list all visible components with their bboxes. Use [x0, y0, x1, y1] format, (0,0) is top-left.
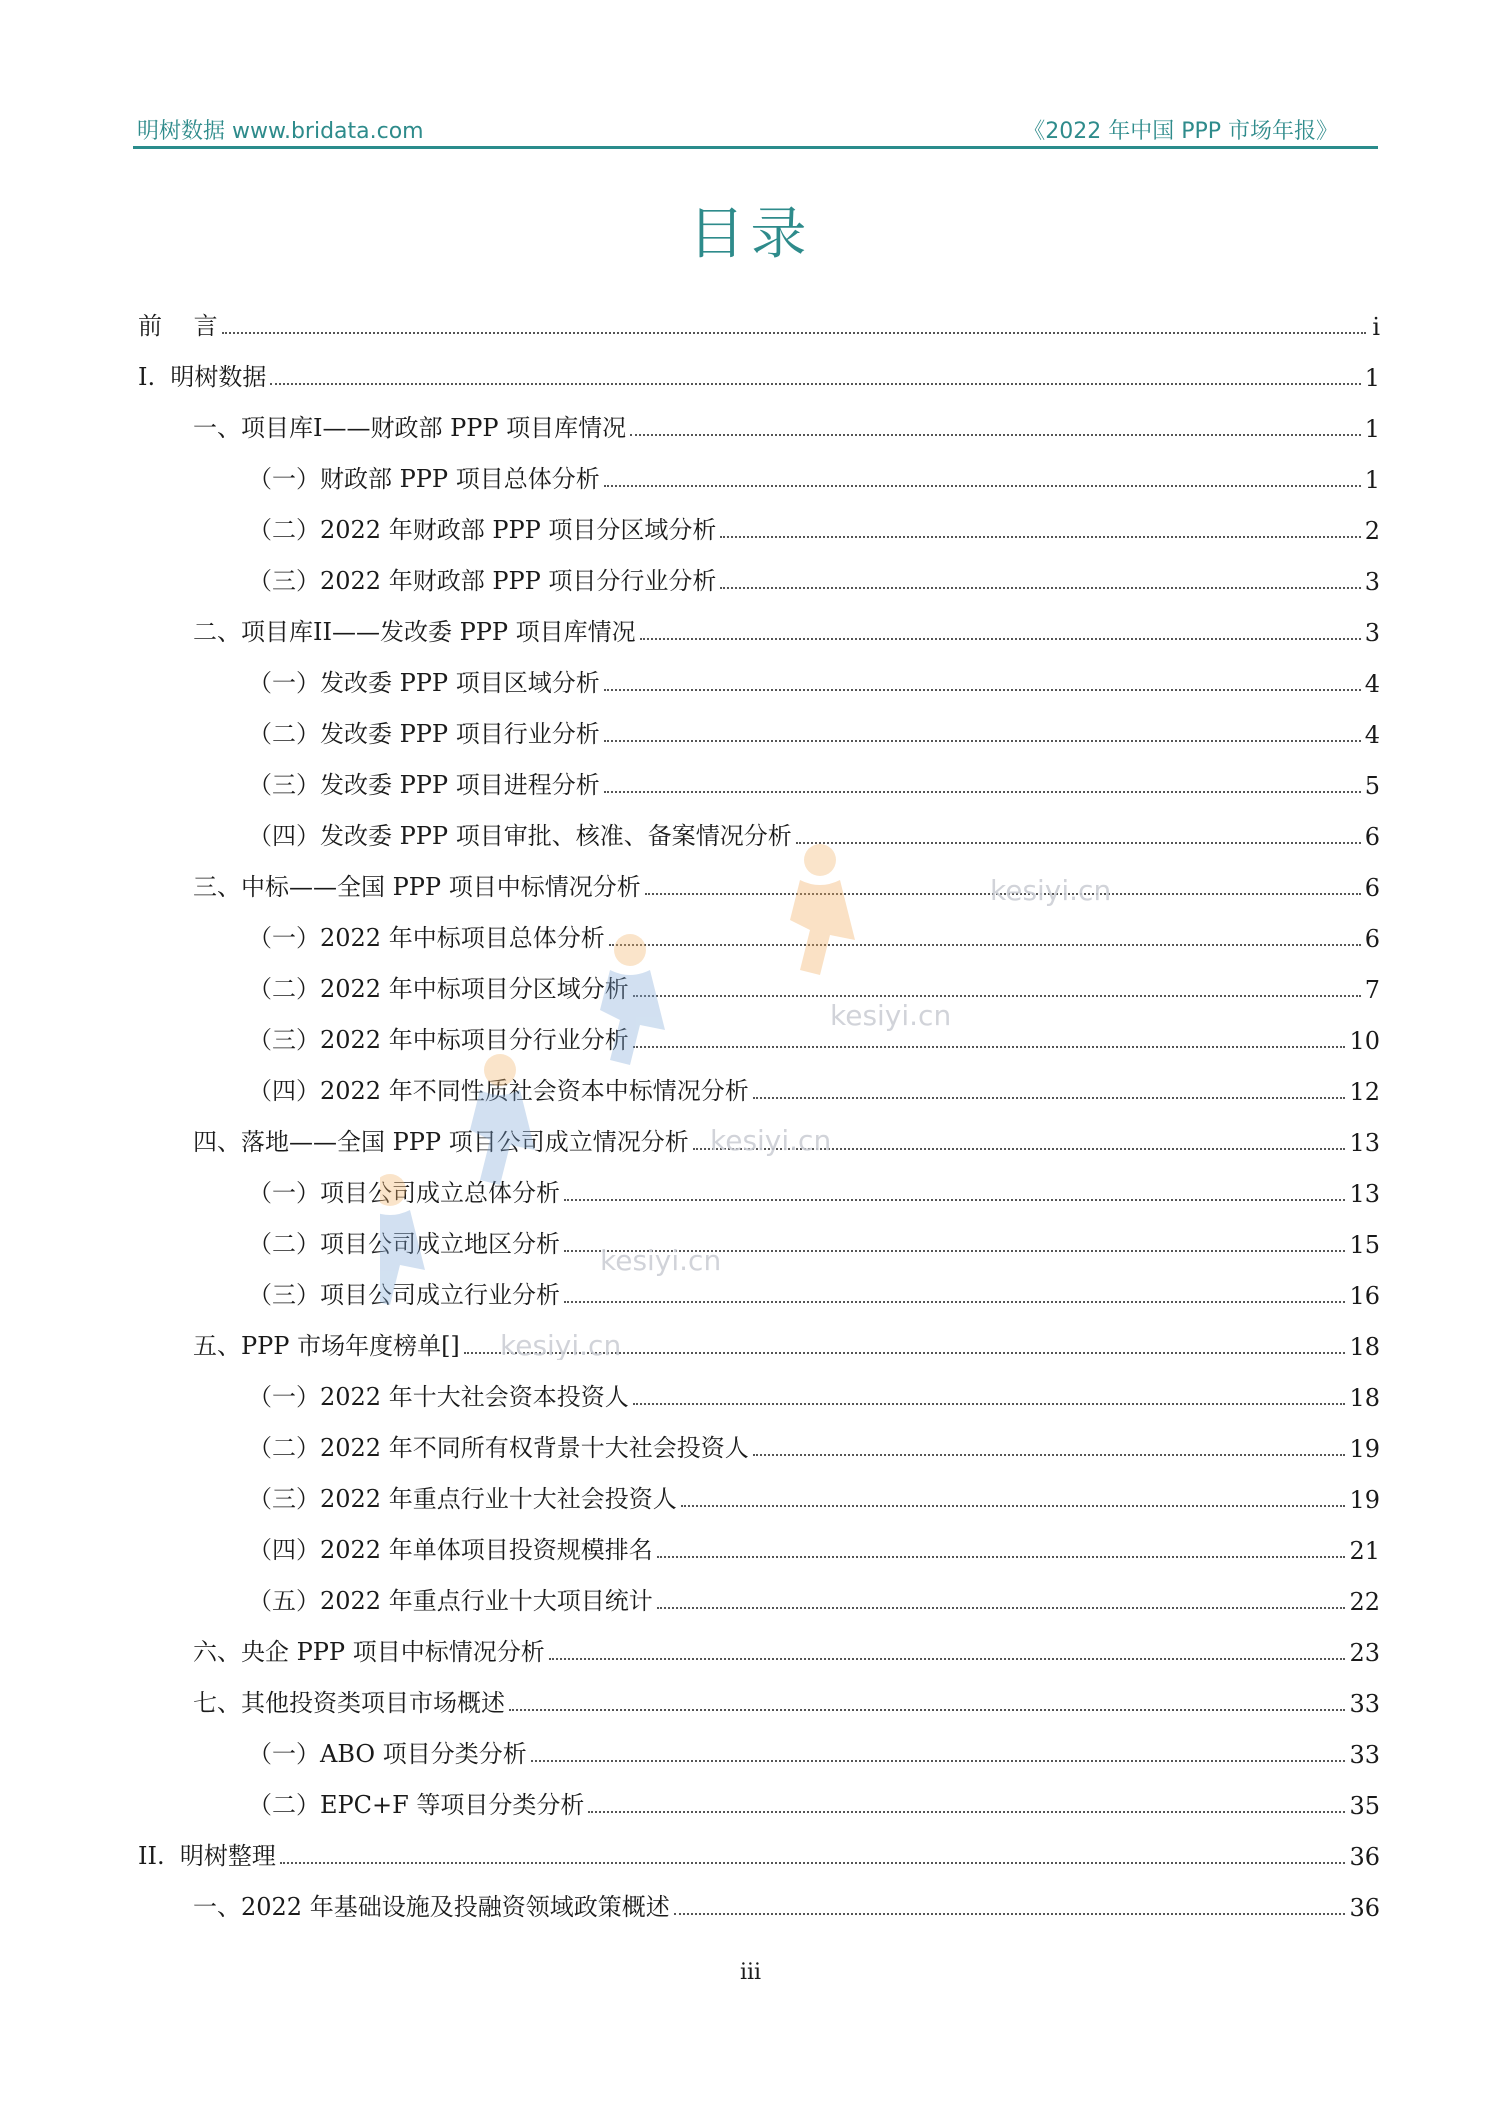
- toc-entry[interactable]: [138, 698, 1380, 749]
- toc-entry-label: （一）财政部 PPP 项目总体分析: [248, 465, 600, 493]
- toc-dot-leader: [681, 1504, 1346, 1507]
- toc-entry[interactable]: [138, 953, 1380, 1004]
- toc-entry-page: 6: [1364, 925, 1380, 953]
- toc-entry-page: 23: [1349, 1639, 1380, 1667]
- toc-entry-page: i: [1372, 313, 1380, 341]
- toc-dot-leader: [509, 1708, 1345, 1711]
- toc-entry-label: （二）发改委 PPP 项目行业分析: [248, 720, 600, 748]
- toc-entry-label: （三）项目公司成立行业分析: [248, 1281, 560, 1309]
- toc-entry-label: 七、其他投资类项目市场概述: [193, 1689, 505, 1717]
- toc-entry[interactable]: [138, 1259, 1380, 1310]
- toc-entry[interactable]: [138, 800, 1380, 851]
- toc-entry[interactable]: [138, 1412, 1380, 1463]
- toc-entry[interactable]: [138, 494, 1380, 545]
- toc-entry[interactable]: [138, 443, 1380, 494]
- toc-entry-page: 4: [1364, 670, 1380, 698]
- toc-entry[interactable]: [138, 1106, 1380, 1157]
- toc-entry-label: （四）2022 年单体项目投资规模排名: [248, 1536, 653, 1564]
- toc-entry[interactable]: [138, 1208, 1380, 1259]
- toc-dot-leader: [588, 1810, 1345, 1813]
- toc-entry-page: 19: [1349, 1435, 1380, 1463]
- toc-entry-label: II. 明树整理: [138, 1842, 276, 1870]
- toc-dot-leader: [464, 1351, 1346, 1354]
- watermark-text: kesiyi.cn: [990, 874, 1112, 907]
- toc-entry-page: 1: [1364, 364, 1380, 392]
- toc-entry-label: 一、2022 年基础设施及投融资领域政策概述: [193, 1893, 670, 1921]
- toc-entry-page: 36: [1349, 1894, 1380, 1922]
- toc-entry-label: （二）项目公司成立地区分析: [248, 1230, 560, 1258]
- toc-entry-page: 33: [1349, 1690, 1380, 1718]
- page-title: 目录: [688, 202, 813, 267]
- toc-entry-label: （三）2022 年中标项目分行业分析: [248, 1026, 629, 1054]
- toc-dot-leader: [720, 586, 1360, 589]
- toc-entry-page: 3: [1364, 619, 1380, 647]
- toc-entry[interactable]: [138, 1310, 1380, 1361]
- toc-dot-leader: [604, 484, 1361, 487]
- toc-dot-leader: [720, 535, 1360, 538]
- toc-dot-leader: [604, 688, 1361, 691]
- toc-entry-page: 15: [1349, 1231, 1380, 1259]
- toc-entry-label: （五）2022 年重点行业十大项目统计: [248, 1587, 653, 1615]
- toc-entry[interactable]: [138, 1463, 1380, 1514]
- toc-entry-page: 13: [1349, 1180, 1380, 1208]
- toc-entry-label: （一）发改委 PPP 项目区域分析: [248, 669, 600, 697]
- toc-entry-label: （四）2022 年不同性质社会资本中标情况分析: [248, 1077, 749, 1105]
- toc-entry-label: （一）2022 年十大社会资本投资人: [248, 1383, 629, 1411]
- toc-entry-label: （二）2022 年中标项目分区域分析: [248, 975, 629, 1003]
- toc-entry-page: 12: [1349, 1078, 1380, 1106]
- toc-entry[interactable]: [138, 1514, 1380, 1565]
- toc-entry[interactable]: [138, 647, 1380, 698]
- toc-entry[interactable]: [138, 1820, 1380, 1871]
- toc-entry-page: 19: [1349, 1486, 1380, 1514]
- toc-entry[interactable]: [138, 596, 1380, 647]
- toc-dot-leader: [280, 1861, 1346, 1864]
- toc-dot-leader: [222, 331, 1366, 334]
- toc-entry-page: 2: [1364, 517, 1380, 545]
- toc-entry-page: 22: [1349, 1588, 1380, 1616]
- toc-entry-page: 7: [1364, 976, 1380, 1004]
- toc-entry-page: 6: [1364, 823, 1380, 851]
- toc-entry-label: （一）2022 年中标项目总体分析: [248, 924, 605, 952]
- toc-entry[interactable]: [138, 1004, 1380, 1055]
- toc-entry-label: 一、项目库I——财政部 PPP 项目库情况: [193, 414, 627, 442]
- header-report-title: 《2022 年中国 PPP 市场年报》: [1023, 119, 1338, 144]
- toc-entry[interactable]: [138, 392, 1380, 443]
- toc-entry[interactable]: [138, 545, 1380, 596]
- toc-entry-label: 前 言: [138, 312, 218, 340]
- toc-entry[interactable]: [138, 1616, 1380, 1667]
- toc-entry-label: （三）2022 年重点行业十大社会投资人: [248, 1485, 677, 1513]
- toc-entry[interactable]: [138, 1718, 1380, 1769]
- toc-entry-page: 10: [1349, 1027, 1380, 1055]
- toc-entry-page: 16: [1349, 1282, 1380, 1310]
- toc-dot-leader: [640, 637, 1361, 640]
- toc-entry-label: 二、项目库II——发改委 PPP 项目库情况: [193, 618, 636, 646]
- toc-entry[interactable]: [138, 902, 1380, 953]
- watermark-text: kesiyi.cn: [500, 1329, 622, 1360]
- toc-entry-label: I. 明树数据: [138, 363, 267, 391]
- toc-dot-leader: [564, 1198, 1345, 1201]
- toc-dot-leader: [633, 1402, 1346, 1405]
- toc-dot-leader: [657, 1555, 1346, 1558]
- toc-dot-leader: [645, 892, 1361, 895]
- toc-entry-page: 1: [1364, 466, 1380, 494]
- toc-entry-label: 五、PPP 市场年度榜单[]: [193, 1332, 460, 1360]
- toc-entry-page: 6: [1364, 874, 1380, 902]
- toc-dot-leader: [630, 433, 1361, 436]
- toc-entry-label: （二）2022 年不同所有权背景十大社会投资人: [248, 1434, 749, 1462]
- toc-entry-label: （二）2022 年财政部 PPP 项目分区域分析: [248, 516, 717, 544]
- toc-entry-page: 18: [1349, 1333, 1380, 1361]
- toc-entry[interactable]: [138, 1157, 1380, 1208]
- toc-dot-leader: [531, 1759, 1346, 1762]
- table-of-contents: [138, 290, 1380, 1922]
- toc-dot-leader: [549, 1657, 1346, 1660]
- toc-entry[interactable]: [138, 851, 1380, 902]
- toc-entry[interactable]: [138, 1871, 1380, 1922]
- toc-entry[interactable]: [138, 1667, 1380, 1718]
- toc-entry[interactable]: [138, 1769, 1380, 1820]
- toc-entry[interactable]: [138, 1361, 1380, 1412]
- toc-dot-leader: [564, 1249, 1345, 1252]
- toc-entry-label: （一）ABO 项目分类分析: [248, 1740, 527, 1768]
- toc-entry[interactable]: [138, 1565, 1380, 1616]
- toc-dot-leader: [604, 739, 1361, 742]
- toc-dot-leader: [753, 1453, 1346, 1456]
- page-header: [133, 108, 1378, 148]
- watermark-text: kesiyi.cn: [600, 1244, 722, 1277]
- toc-dot-leader: [270, 382, 1360, 385]
- toc-dot-leader: [657, 1606, 1346, 1609]
- toc-dot-leader: [796, 841, 1361, 844]
- toc-entry-page: 13: [1349, 1129, 1380, 1157]
- toc-entry-page: 3: [1364, 568, 1380, 596]
- toc-entry-page: 1: [1364, 415, 1380, 443]
- toc-dot-leader: [609, 943, 1361, 946]
- page-number: iii: [739, 1960, 762, 1985]
- toc-entry-label: （四）发改委 PPP 项目审批、核准、备案情况分析: [248, 822, 792, 850]
- toc-dot-leader: [693, 1147, 1346, 1150]
- toc-entry-page: 4: [1364, 721, 1380, 749]
- toc-entry-label: 三、中标——全国 PPP 项目中标情况分析: [193, 873, 641, 901]
- header-rule: [133, 146, 1378, 149]
- toc-entry-label: （一）项目公司成立总体分析: [248, 1179, 560, 1207]
- toc-dot-leader: [753, 1096, 1346, 1099]
- toc-entry-page: 5: [1364, 772, 1380, 800]
- watermark-text: kesiyi.cn: [830, 999, 952, 1032]
- toc-dot-leader: [674, 1912, 1346, 1915]
- toc-entry-page: 21: [1349, 1537, 1380, 1565]
- toc-entry-page: 18: [1349, 1384, 1380, 1412]
- toc-entry[interactable]: [138, 341, 1380, 392]
- toc-entry-label: 四、落地——全国 PPP 项目公司成立情况分析: [193, 1128, 689, 1156]
- toc-entry-label: （三）2022 年财政部 PPP 项目分行业分析: [248, 567, 717, 595]
- header-publisher: 明树数据 www.bridata.com: [137, 119, 424, 144]
- toc-dot-leader: [604, 790, 1361, 793]
- toc-dot-leader: [633, 1045, 1346, 1048]
- watermark-text: kesiyi.cn: [710, 1124, 832, 1157]
- toc-entry-page: 36: [1349, 1843, 1380, 1871]
- toc-dot-leader: [633, 994, 1361, 997]
- toc-entry-page: 33: [1349, 1741, 1380, 1769]
- toc-entry[interactable]: [138, 1055, 1380, 1106]
- toc-entry-page: 35: [1349, 1792, 1380, 1820]
- toc-entry-label: （二）EPC+F 等项目分类分析: [248, 1791, 585, 1819]
- toc-entry-label: （三）发改委 PPP 项目进程分析: [248, 771, 600, 799]
- toc-dot-leader: [564, 1300, 1345, 1303]
- toc-entry[interactable]: [138, 749, 1380, 800]
- toc-entry[interactable]: [138, 290, 1380, 341]
- toc-entry-label: 六、央企 PPP 项目中标情况分析: [193, 1638, 545, 1666]
